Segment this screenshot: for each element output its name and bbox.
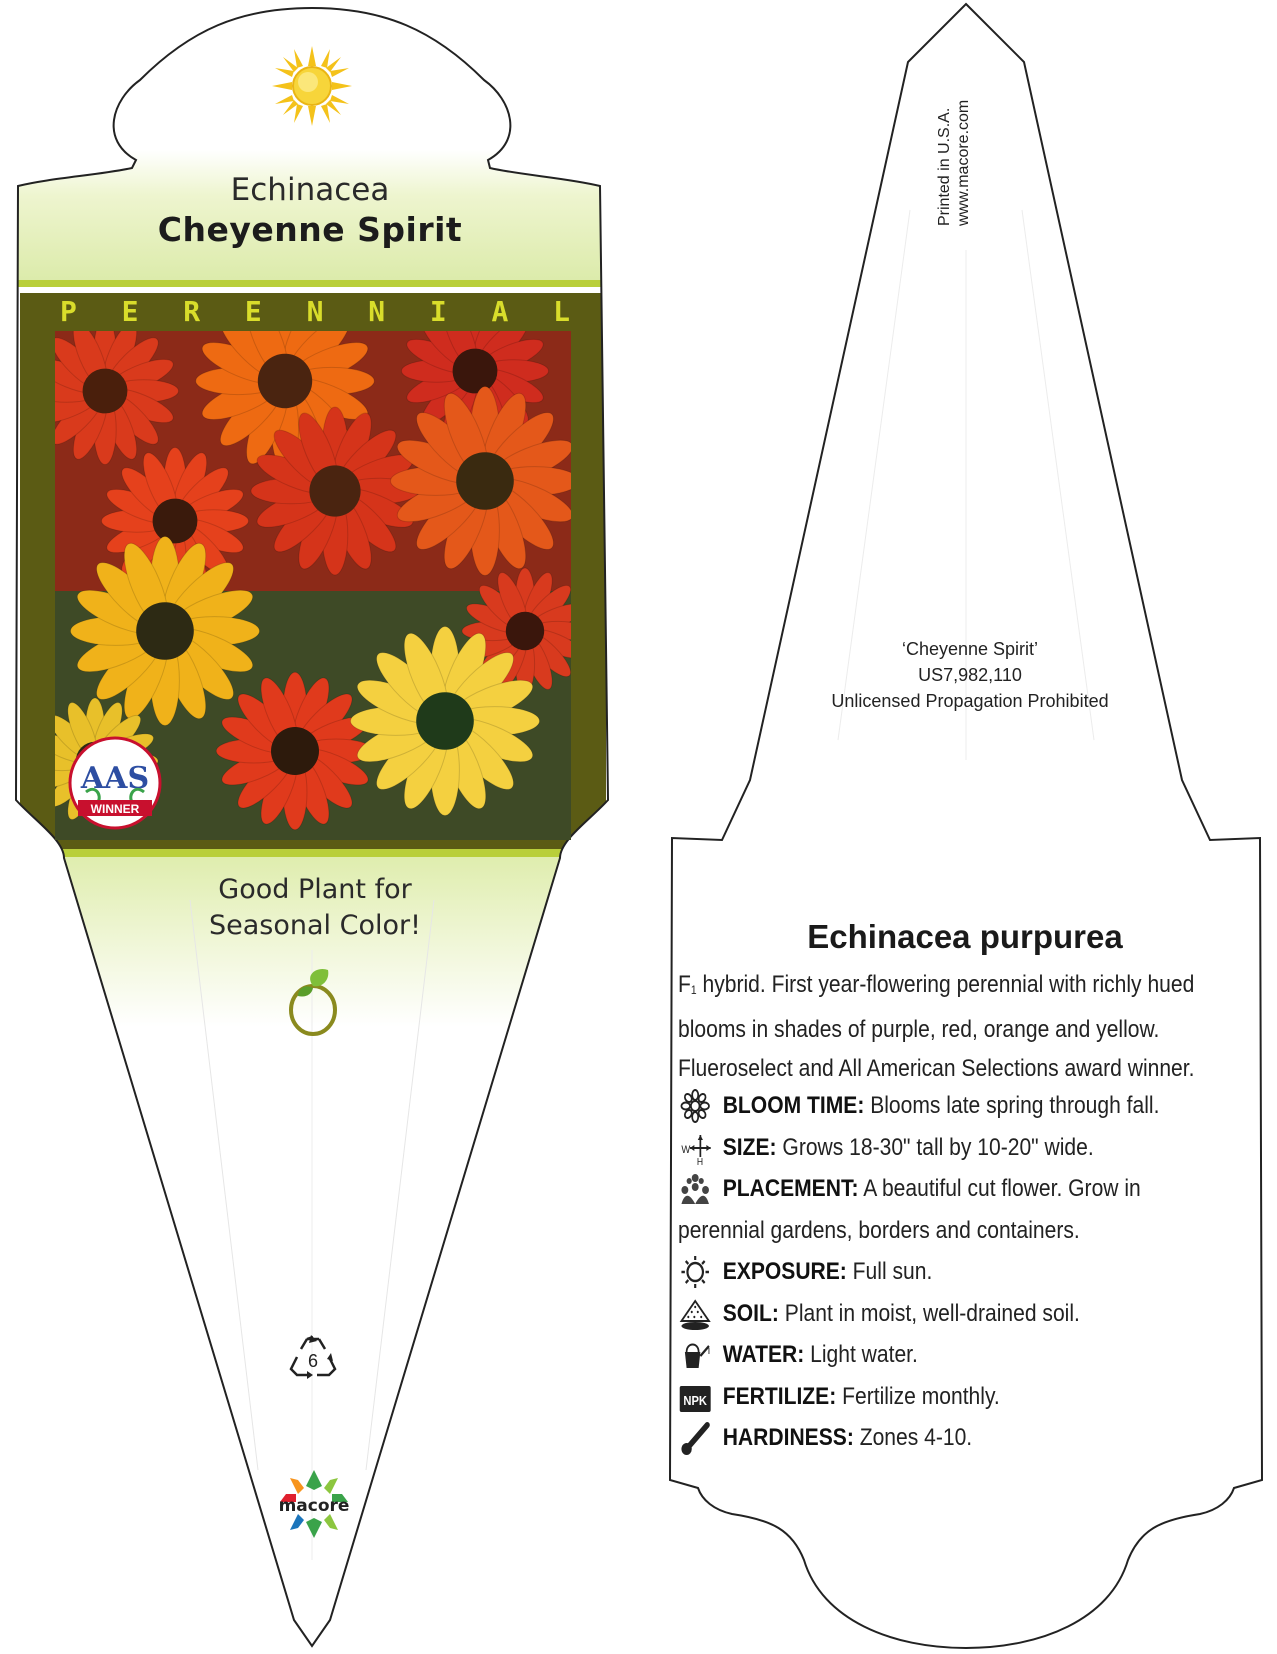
category-letter: N bbox=[306, 294, 324, 328]
care-label: SOIL: bbox=[722, 1299, 779, 1327]
printed-in: Printed in U.S.A. bbox=[936, 107, 953, 226]
aas-winner-badge bbox=[68, 736, 162, 830]
thermometer-icon bbox=[678, 1421, 712, 1455]
care-label: BLOOM TIME: bbox=[722, 1092, 865, 1119]
badge-winner-text: WINNER bbox=[90, 802, 140, 816]
category-letter: E bbox=[121, 294, 139, 328]
patent-number: US7,982,110 bbox=[918, 665, 1022, 685]
tagline-line-2: Seasonal Color! bbox=[209, 910, 421, 941]
flower-center bbox=[416, 692, 474, 750]
size-arrows-icon bbox=[678, 1131, 712, 1165]
care-label: SIZE: bbox=[722, 1133, 777, 1161]
flower-center bbox=[83, 369, 128, 414]
plants-icon bbox=[678, 1172, 712, 1206]
printed-info bbox=[935, 48, 975, 228]
care-text: Blooms late spring through fall. bbox=[864, 1092, 1160, 1119]
desc-line-1: hybrid. First year-flowering perennial with richly hued bbox=[696, 971, 1195, 998]
care-instructions bbox=[678, 1085, 1268, 1459]
care-text: Full sun. bbox=[846, 1258, 933, 1285]
patent-notice: Unlicensed Propagation Prohibited bbox=[831, 691, 1109, 711]
npk-icon bbox=[678, 1380, 712, 1414]
flower-center bbox=[456, 452, 514, 510]
tagline bbox=[120, 872, 510, 944]
patent-name: ‘Cheyenne Spirit’ bbox=[901, 639, 1039, 659]
flower-icon bbox=[678, 1089, 712, 1123]
care-water bbox=[678, 1334, 1268, 1376]
desc-prefix: F bbox=[678, 971, 691, 998]
category-letter: I bbox=[429, 294, 447, 328]
category-letter: N bbox=[368, 294, 386, 328]
care-hardiness bbox=[678, 1417, 1268, 1459]
macore-logo bbox=[272, 1468, 356, 1540]
flower-center bbox=[258, 354, 312, 408]
flower-center bbox=[506, 612, 544, 650]
sun-icon bbox=[270, 44, 354, 128]
patent-block bbox=[760, 636, 1180, 714]
care-placement bbox=[678, 1168, 1268, 1210]
care-soil bbox=[678, 1293, 1268, 1335]
care-placement-cont: perennial gardens, borders and containers. bbox=[678, 1216, 1080, 1244]
size-w: W bbox=[681, 1143, 691, 1156]
care-text: Plant in moist, well-drained soil. bbox=[778, 1299, 1080, 1327]
care-fertilize bbox=[678, 1376, 1268, 1418]
care-exposure bbox=[678, 1251, 1268, 1293]
recycle-number: 6 bbox=[307, 1351, 319, 1371]
category-label bbox=[20, 293, 606, 329]
desc-subscript: 1 bbox=[690, 983, 697, 997]
category-letter: L bbox=[553, 294, 570, 328]
category-letter: P bbox=[60, 294, 77, 328]
desc-line-3: Flueroselect and All American Selections award winner. bbox=[678, 1055, 1195, 1082]
care-text: A beautiful cut flower. Grow in bbox=[858, 1175, 1141, 1202]
desc-line-2: blooms in shades of purple, red, orange and yellow. bbox=[678, 1016, 1160, 1043]
tagline-line-1: Good Plant for bbox=[218, 874, 412, 905]
flower-center bbox=[453, 349, 498, 394]
care-bloom-time bbox=[678, 1085, 1268, 1127]
watering-can-icon bbox=[678, 1338, 712, 1372]
care-label: PLACEMENT: bbox=[722, 1175, 859, 1202]
description bbox=[678, 965, 1268, 1088]
care-text: Zones 4-10. bbox=[853, 1424, 973, 1451]
macore-logo-text: macore bbox=[278, 1496, 350, 1516]
seedling-icon bbox=[284, 966, 342, 1038]
care-text: Fertilize monthly. bbox=[836, 1382, 1000, 1410]
cultivar-title: Cheyenne Spirit bbox=[157, 210, 463, 249]
recycle-icon bbox=[287, 1333, 339, 1381]
genus-title: Echinacea bbox=[230, 172, 390, 208]
care-label: EXPOSURE: bbox=[722, 1258, 847, 1285]
category-letter: A bbox=[491, 294, 509, 328]
website: www.macore.com bbox=[955, 99, 972, 226]
size-h: H bbox=[696, 1155, 704, 1165]
care-label: WATER: bbox=[722, 1341, 805, 1368]
species-title: Echinacea purpurea bbox=[807, 918, 1123, 955]
sun-outline-icon bbox=[678, 1255, 712, 1289]
badge-aas-text: AAS bbox=[80, 761, 150, 796]
care-text: Light water. bbox=[804, 1341, 918, 1368]
care-text: Grows 18-30" tall by 10-20" wide. bbox=[776, 1133, 1094, 1161]
flower-center bbox=[309, 465, 360, 516]
care-size bbox=[678, 1127, 1268, 1169]
npk-text: NPK bbox=[683, 1392, 707, 1408]
flower-center bbox=[271, 727, 319, 775]
soil-icon bbox=[678, 1297, 712, 1331]
category-letter: E bbox=[244, 294, 262, 328]
category-letter: R bbox=[183, 294, 201, 328]
care-label: FERTILIZE: bbox=[722, 1382, 837, 1410]
flower-center bbox=[153, 499, 198, 544]
flower-center bbox=[136, 602, 194, 660]
care-label: HARDINESS: bbox=[722, 1424, 854, 1451]
